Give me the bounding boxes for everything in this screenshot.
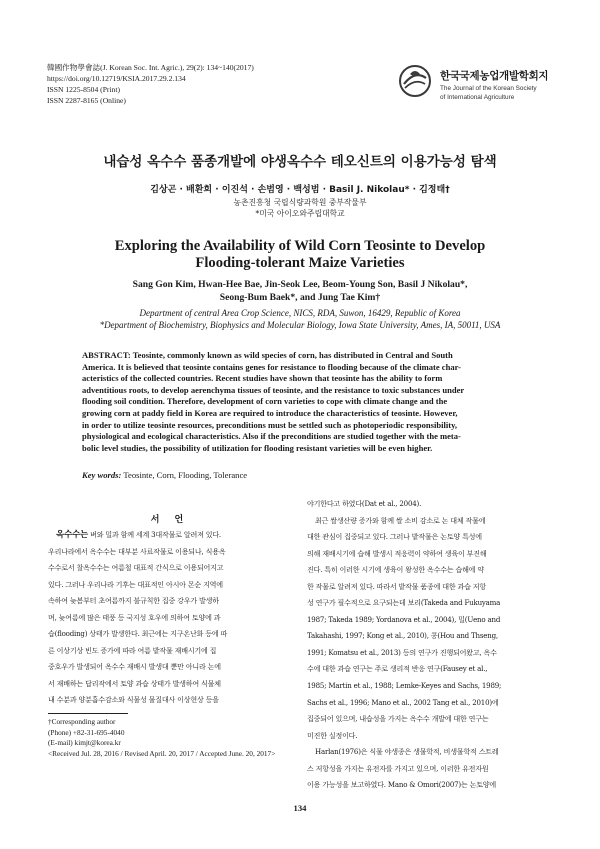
affiliations-english: Department of central Area Crop Science, NICS, RDA, Suwon, 16429, Republic of Korea *Department of Biochemistry, Biophysics and Molecular Biology, Iowa State University, Ames, IA, 50011, USA xyxy=(99,308,501,330)
body-right-column: 야기한다고 하였다(Dat et al., 2004). 최근 쌀생산량 증가와 함께 쌀 소비 감소로 논 대체 작물에 대한 관심이 집중되고 있다. 그러나 밭작물은 논토양 특성에 의해 재배시기에 습해 발생시 적응력이 약하여 생육이 부진해 진다. 특히 이러한 시기에 생육이 왕성한 옥수수는 습해에 약 한 작물로 알려져 있다. 따라서 밭작물 품종에 대한 과습 저항 성 연구가 필수적으로 요구되는데 보리(Takeda and Fukuyama 1987; Takeda 1989; Yordanova et al., 2004), 밀(Ueno and Takahashi, 1997; Kong et al., 2010), 콩(Hou and Thseng, 1991; Komatsu et al., 2013) 등의 연구가 진행되어왔고, 옥수 수에 대한 과습 연구는 주로 생리적 반응 연구(Fausey et al., 1985; Martin et al., 1988; Lemke-Keyes and Sachs, 1989; Sachs et al., 1996; Mano et al., 2002 Tang et al., 2010)에 집중되어 있으며, 내습성을 가지는 옥수수 개발에 대한 연구는 미진한 실정이다. Harlan(1976)은 식물 야생종은 생물학적, 비생물학적 스트레 스 저항성을 가지는 유전자를 가지고 있으며, 이러한 유전자원 이용 가능성을 보고하였다. Mano & Omori(2007)는 논토양에 xyxy=(307,499,502,790)
footnote-divider xyxy=(48,713,128,714)
keywords-value: Teosinte, Corn, Flooding, Tolerance xyxy=(123,470,248,480)
footnote xyxy=(48,717,275,759)
lead-word: 옥수수는 xyxy=(56,530,89,540)
issn-online: ISSN 2287-8165 (Online) xyxy=(47,96,126,105)
title-english: Exploring the Availability of Wild Corn Teosinte to Develop Flooding-tolerant Maize Varieties xyxy=(114,238,486,271)
keywords-label: Key words: xyxy=(82,470,122,480)
globe-leaf-emblem-icon xyxy=(398,64,432,98)
page-number: 134 xyxy=(293,803,307,813)
issn-print: ISSN 1225-8504 (Print) xyxy=(47,85,120,94)
doi-link[interactable]: https://doi.org/10.12719/KSIA.2017.29.2.134 xyxy=(47,74,186,83)
society-name-english: The Journal of the Korean Society of International Agriculture xyxy=(440,85,537,101)
corresponding-author: †Corresponding author xyxy=(48,717,116,726)
author-email[interactable]: (E-mail) kimjt@korea.kr xyxy=(48,738,121,748)
journal-citation: 韓國作物學會誌(J. Korean Soc. Int. Agric.), 29(2): 134~140(2017) xyxy=(47,63,254,72)
title-korean: 내습성 옥수수 품종개발에 야생옥수수 테오신트의 이용가능성 탐색 xyxy=(103,154,497,170)
journal-header xyxy=(47,62,254,106)
abstract: ABSTRACT: Teosinte, commonly known as wild species of corn, has distributed in Central and South America. It is believed that teosinte contains genes for resistance to flooding because of the climate char- acteristics of the collected countries. Recent studies have shown that teosinte has the ability to form adventitious roots, to develop aerenchyma tissues of teosinte, and the resistance to toxic substances under flooding soil condition. Therefore, development of corn varieties to cope with climate change and the growing corn at paddy field in Korea are required to introduce the characteristics of teosinte. However, in order to utilize teosinte resources, preconditions must be settled such as photoperiodic responsibility, physiological and ecological characteristics. Also if the preconditions are studied together with the meta- bolic level studies, the possibility of utilization for flooding resistant varieties will be even higher. xyxy=(82,350,465,453)
authors-korean: 김상곤 · 배환희 · 이진석 · 손범영 · 백성범 · Basil J. Nikolau* · 김정태† xyxy=(150,185,450,195)
author-phone: (Phone) +82-31-695-4040 xyxy=(48,727,125,737)
authors-english: Sang Gon Kim, Hwan-Hee Bae, Jin-Seok Lee, Beom-Young Son, Basil J Nikolau*, Seong-Bum Baek*, and Jung Tae Kim† xyxy=(132,279,468,303)
society-name-korean: 한국국제농업개발학회지 xyxy=(440,70,549,82)
body-left-column: 옥수수는 벼와 밀과 함께 세계 3대작물로 알려져 있다. 우리나라에서 옥수수는 대부분 사료작물로 이용되나, 식용옥 수수로서 찰옥수수는 여름철 대표적 간식으로 이용되어지고 있다. 그러나 우리나라 기후는 대표적인 아시아 몬순 지역에 속하여 늦봄부터 초여름까지 불규칙한 집중 강우가 발생하 며, 늦여름에 많은 태풍 등 국지성 호우에 의하여 토양에 과 습(flooding) 상태가 발생한다. 최근에는 지구온난화 등에 따 른 이상기상 빈도 증가에 따라 여름 밭작물 재배시기에 집 중호우가 발생되어 옥수수 재배시 발생대 뿐만 아니라 논에 서 재배하는 답리작에서 토양 과습 상태가 발생하여 식물체 내 수분과 양분흡수감소와 식물성 물질대사 이상현상 등을 xyxy=(48,530,228,705)
affiliations-korean: 농촌진흥청 국립식량과학원 중부작물부 *미국 아이오와주립대학교 xyxy=(233,198,367,218)
keywords xyxy=(82,470,247,480)
society-logo xyxy=(398,64,558,112)
received-dates: <Received Jul. 28, 2016 / Revised April. 20, 2017 / Accepted June. 20, 2017> xyxy=(48,748,276,758)
section-title-introduction: 서 언 xyxy=(150,515,190,525)
